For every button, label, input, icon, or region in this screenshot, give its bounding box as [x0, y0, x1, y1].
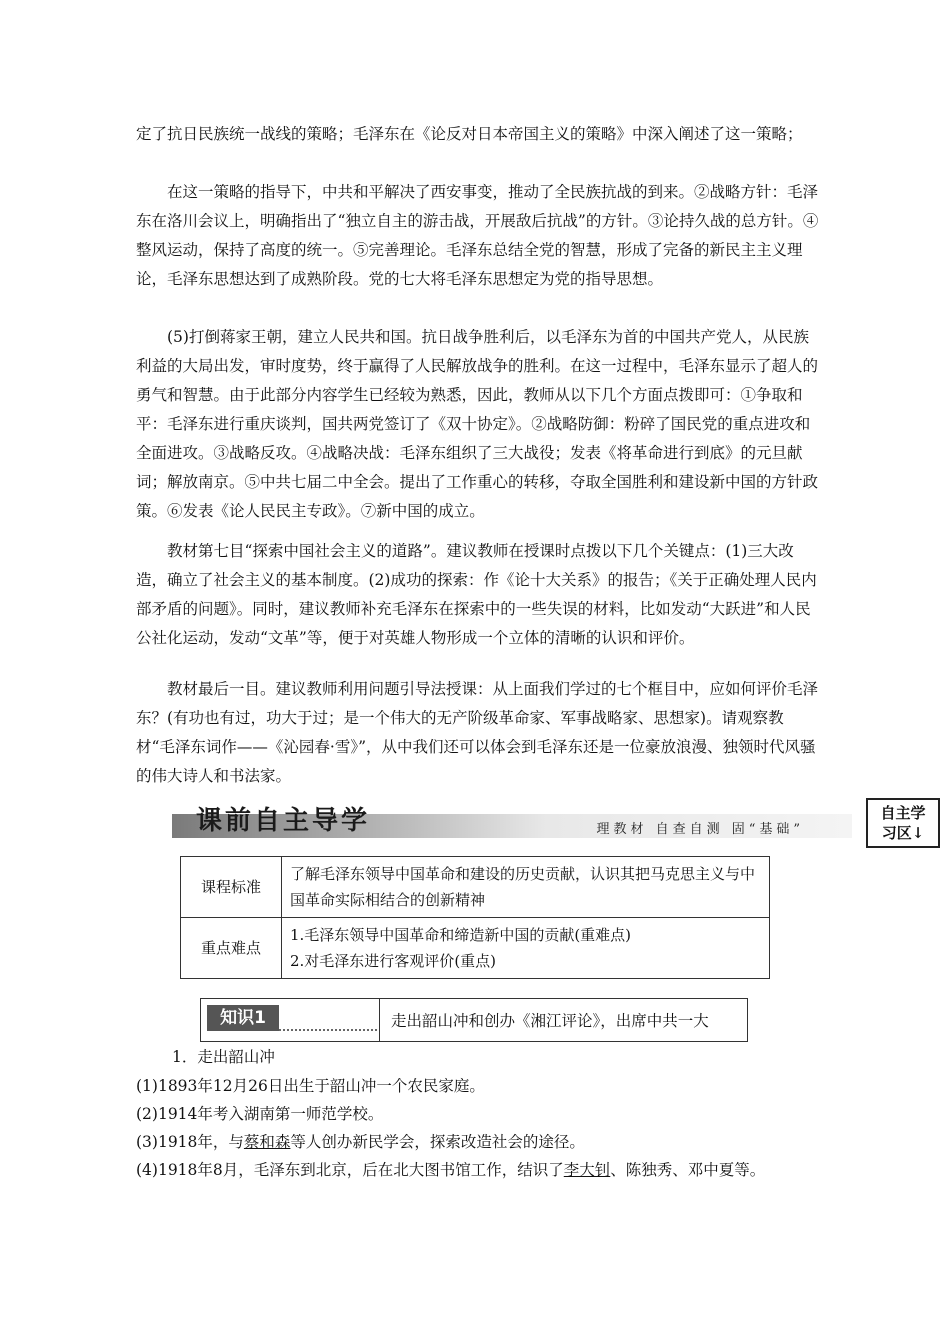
knowledge-box [200, 998, 748, 1042]
table-row [181, 918, 770, 979]
self-study-area-tab[interactable] [866, 798, 940, 848]
list-item: (1)1893年12月26日出生于韶山冲一个农民家庭。 [136, 1077, 485, 1095]
list-item [136, 1156, 820, 1185]
list-item: (2)1914年考入湖南第一师范学校。 [136, 1105, 384, 1123]
item4-pre: (4)1918年8月，毛泽东到北京，后在北大图书馆工作，结识了 [136, 1161, 564, 1179]
badge-dotted-line [279, 1029, 377, 1031]
side-tab-line2: 习区↓ [881, 824, 925, 842]
banner-title: 课前自主导学 [196, 806, 371, 836]
paragraph-overthrow-chiang: (5)打倒蒋家王朝，建立人民共和国。抗日战争胜利后，以毛泽东为首的中国共产党人，从民族利益的大局出发，审时度势，终于赢得了人民解放战争的胜利。在这一过程中，毛泽东显示了超人的勇气和智慧。由于此部分内容学生已经较为熟悉，因此，教师从以下几个方面点拨即可：①争取和平：毛泽东进行重庆谈判，国共两党签订了《双十协定》。②战略防御：粉碎了国民党的重点进攻和全面进攻。③战略反攻。④战略决战：毛泽东组织了三大战役；发表《将革命进行到底》的元旦献词；解放南京。⑤中共七届二中全会。提出了工作重心的转移，夺取全国胜利和建设新中国的方针政策。⑥发表《论人民民主专政》。⑦新中国的成立。 [136, 328, 819, 520]
item3-post: 等人创办新民学会，探索改造社会的途径。 [290, 1133, 585, 1151]
knowledge-title: 走出韶山冲和创办《湘江评论》，出席中共一大 [391, 1012, 709, 1030]
course-standards-table [180, 856, 770, 979]
paragraph-seventh-section: 教材第七目“探索中国社会主义的道路”。建议教师在授课时点拨以下几个关键点：(1)三大改造，确立了社会主义的基本制度。(2)成功的探索：作《论十大关系》的报告；《关于正确处理人民内部矛盾的问题》。同时，建议教师补充毛泽东在探索中的一些失误的材料，比如发动“大跃进”和人民公社化运动，发动“文革”等，便于对英雄人物形成一个立体的清晰的认识和评价。 [136, 542, 817, 647]
underlined-name-li-dazhao: 李大钊 [563, 1161, 611, 1179]
underlined-name-cai-hesen: 蔡和森 [243, 1133, 291, 1151]
key-point-2: 2.对毛泽东进行客观评价(重点) [290, 952, 497, 970]
item3-pre: (3)1918年，与 [136, 1133, 244, 1151]
table-row [181, 857, 770, 918]
section-banner [172, 800, 852, 844]
paragraph-last-section: 教材最后一目。建议教师利用问题引导法授课：从上面我们学过的七个框目中，应如何评价毛泽东？(有功也有过，功大于过；是一个伟大的无产阶级革命家、军事战略家、思想家)。请观察教材“毛泽东词作——《沁园春·雪》”，从中我们还可以体会到毛泽东还是一位豪放浪漫、独领时代风骚的伟大诗人和书法家。 [136, 680, 819, 785]
knowledge-divider [379, 999, 380, 1041]
key-points-cell [282, 918, 770, 979]
banner-subtitle: 理教材 自查自测 固“基础” [596, 822, 804, 837]
key-points-label: 重点难点 [181, 918, 282, 979]
section-heading: 1．走出韶山冲 [172, 1048, 275, 1066]
standards-text: 了解毛泽东领导中国革命和建设的历史贡献，认识其把马克思主义与中国革命实际相结合的创新精神 [282, 857, 770, 918]
knowledge-badge [207, 1005, 377, 1035]
knowledge-badge-label: 知识1 [207, 1005, 279, 1031]
key-point-1: 1.毛泽东领导中国革命和缔造新中国的贡献(重难点) [290, 926, 632, 944]
paragraph-strategy-guidance: 在这一策略的指导下，中共和平解决了西安事变，推动了全民族抗战的到来。②战略方针：毛泽东在洛川会议上，明确指出了“独立自主的游击战，开展敌后抗战”的方针。③论持久战的总方针。④整风运动，保持了高度的统一。⑤完善理论。毛泽东总结全党的智慧，形成了完备的新民主主义理论，毛泽东思想达到了成熟阶段。党的七大将毛泽东思想定为党的指导思想。 [136, 183, 819, 288]
item4-post: 、陈独秀、邓中夏等。 [610, 1161, 766, 1179]
list-item [136, 1128, 820, 1157]
paragraph-strategy-intro: 定了抗日民族统一战线的策略；毛泽东在《论反对日本帝国主义的策略》中深入阐述了这一策略； [136, 125, 803, 143]
side-tab-line1: 自主学 [880, 804, 926, 822]
standards-label: 课程标准 [181, 857, 282, 918]
